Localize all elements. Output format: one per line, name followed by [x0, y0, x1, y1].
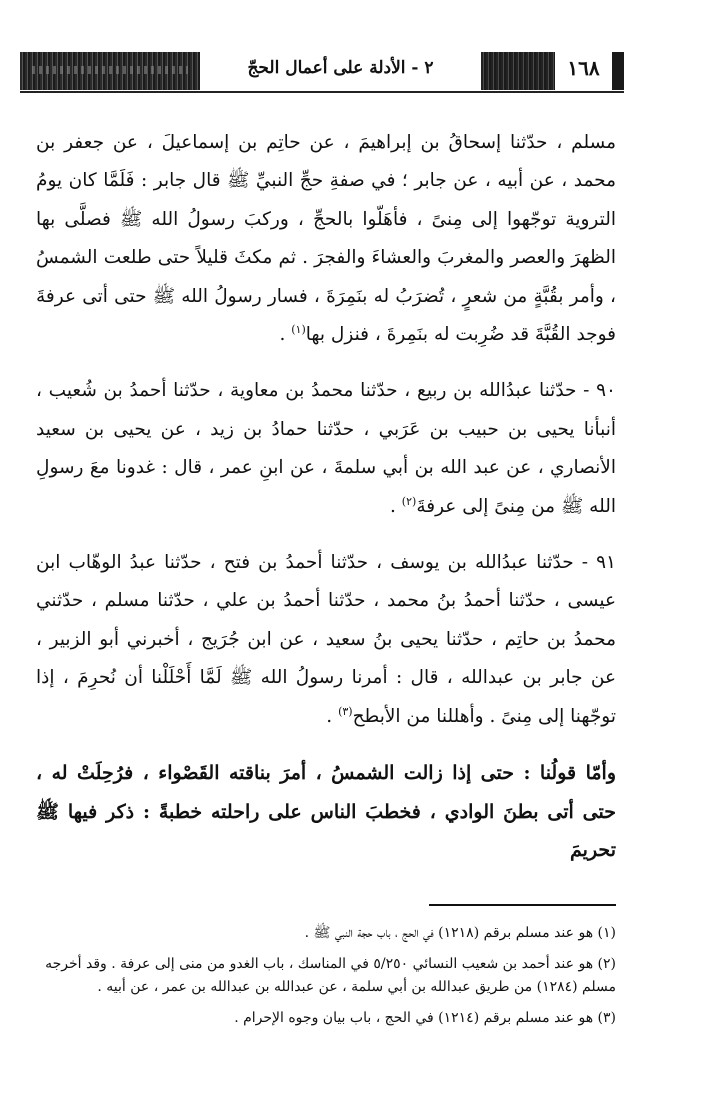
footnote-ref-2[interactable]: (٢) [401, 494, 417, 508]
header-ornament-left [20, 52, 200, 90]
paragraph-1: مسلم ، حدّثنا إسحاقُ بن إبراهيمَ ، عن حاتِم بن إسماعيلَ ، عن جعفر بن محمد ، عن أبيه ، عن جابر ؛ في صفةِ حجِّ النبيِّ ﷺ قال جابر : فَلَمَّا كان يومُ التروية توجّهوا إلى مِنىً ، فأهَلّوا بالحجِّ ، وركبَ رسولُ الله ﷺ فصلَّى بها الظهرَ والعصر والمغربَ والعشاءَ والفجرَ . ثم مكثَ قليلاً حتى طلعت الشمسُ ، وأمر بقُبَّةٍ من شعرٍ ، تُضرَبُ له بنَمِرَةَ ، فسار رسولُ الله ﷺ حتى أتى عرفةَ فوجد القُبَّةَ قد ضُرِبت له بنَمِرةَ ، فنزل بها$^{(١)}$ . [36, 132, 616, 346]
footnotes [36, 922, 616, 1038]
page-number: ١٦٨ [567, 56, 600, 80]
paragraph-commentary: وأمّا قولُنا : حتى إذا زالت الشمسُ ، أمرَ بناقته القَصْواء ، فرُحِلَتْ له ، حتى أتى بطنَ الوادي ، فخطبَ الناس على راحلته خطبةً : ذكر فيها ﷺ تحريمَ [36, 762, 616, 861]
footnote-3: (٣) هو عند مسلم برقم (١٢١٤) في الحج ، باب بيان وجوه الإحرام . [234, 1010, 616, 1026]
header-rule [20, 91, 624, 93]
running-title: ٢ - الأدلة على أعمال الحجّ [247, 58, 434, 78]
footnote-1: (١) هو عند مسلم برقم (١٢١٨) في الحج ، باب حجة النبي ﷺ . [304, 925, 616, 941]
main-text [36, 124, 616, 869]
paragraph-hadith-90: ٩٠ - حدّثنا عبدُالله بن ربيع ، حدّثنا محمدُ بن معاوية ، حدّثنا أحمدُ بن شُعيب ، أنبأنا يحيى بن حبيب بن عَرَبي ، حدّثنا حمادُ بن زيد ، عن يحيى بن سعيد الأنصاري ، عن عبد الله بن أبي سلمةَ ، عن ابنِ عمر ، قال : غدونا معَ رسولِ الله ﷺ من مِنىً إلى عرفةَ$^{(٢)}$ . [36, 380, 616, 517]
footnote-ref-3[interactable]: (٣) [338, 704, 353, 718]
footnote-2: (٢) هو عند أحمد بن شعيب النسائي ٥/٢٥٠ في المناسك ، باب الغدو من منى إلى عرفة . وقد أخرجه مسلم (١٢٨٤) من طريق عبدالله بن أبي سلمة ، عن عبدالله بن عبدالله بن عمر ، عن أبيه . [45, 956, 616, 995]
footnote-ref-1[interactable]: (١) [291, 322, 306, 336]
header-ornament-right [612, 52, 624, 90]
header-ornament-middle [481, 52, 555, 90]
paragraph-hadith-91: ٩١ - حدّثنا عبدُالله بن يوسف ، حدّثنا أحمدُ بن فتح ، حدّثنا عبدُ الوهّاب ابن عيسى ، حدّثنا أحمدُ بنُ محمد ، حدّثنا أحمدُ بن علي ، حدّثنا مسلم ، حدّثني محمدُ بن حاتِم ، حدّثنا يحيى بنُ سعيد ، عن ابن جُرَيج ، أخبرني أبو الزبير ، عن جابر بن عبدالله ، قال : أمرنا رسولُ الله ﷺ لَمَّا أَحْلَلْنا أن نُحرِمَ ، إذا توجّهنا إلى مِنىً . وأهللنا من الأبطح$^{(٣)}$ . [36, 552, 616, 727]
footnote-separator [429, 904, 616, 906]
